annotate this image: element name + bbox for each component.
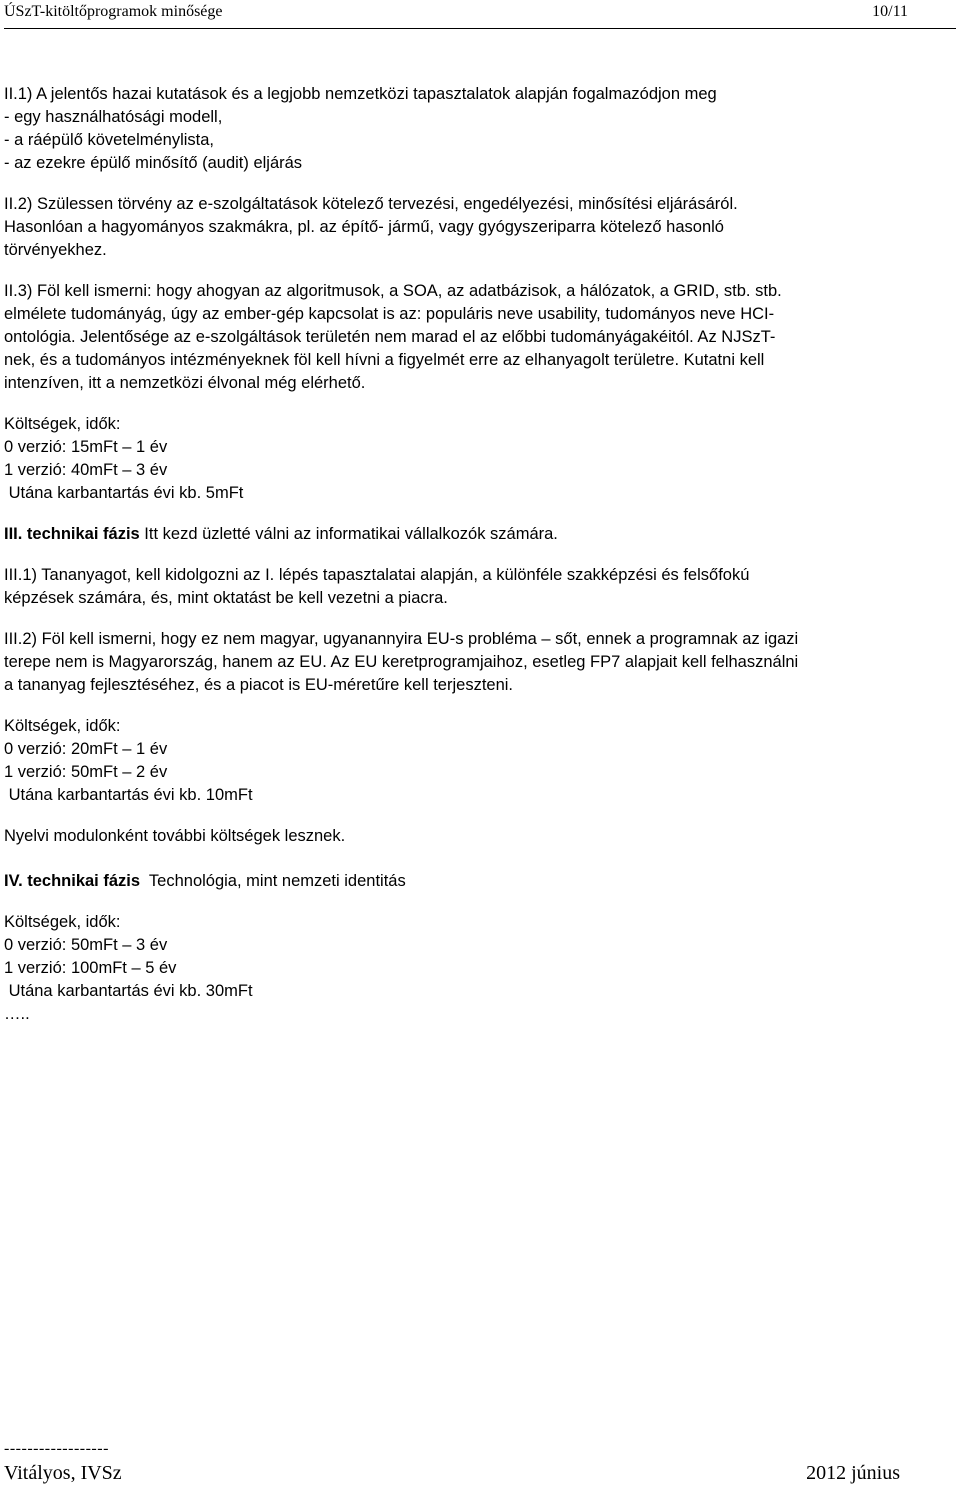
- text-line: - a ráépülő követelménylista,: [4, 131, 215, 149]
- page-number: 10/11: [872, 3, 908, 20]
- text-line: törvényekhez.: [4, 241, 107, 259]
- text-line: a tananyag fejlesztéséhez, és a piacot is EU-méretűre kell terjeszteni.: [4, 676, 514, 694]
- text-line: Hasonlóan a hagyományos szakmákra, pl. az építő- jármű, vagy gyógyszeriparra kötelező hasonló: [4, 218, 724, 236]
- footer-date: 2012 június: [806, 1462, 900, 1484]
- costs-block-3: [4, 911, 956, 1026]
- paragraph-ii3: [4, 280, 956, 395]
- text-line: terepe nem is Magyarország, hanem az EU. Az EU keretprogramjaihoz, esetleg FP7 alapjait kell felhasználni: [4, 653, 799, 671]
- text-line: Költségek, idők:: [4, 717, 121, 735]
- footer-author: Vitályos, IVSz: [4, 1462, 122, 1484]
- text-line: III.2) Föl kell ismerni, hogy ez nem magyar, ugyanannyira EU-s probléma – sőt, ennek a programnak az igazi: [4, 630, 799, 648]
- text-line: - az ezekre épülő minősítő (audit) eljárás: [4, 154, 303, 172]
- text-line: Utána karbantartás évi kb. 30mFt: [4, 982, 253, 1000]
- text-line: Utána karbantartás évi kb. 10mFt: [4, 786, 253, 804]
- text-line: II.2) Szülessen törvény az e-szolgáltatások kötelező tervezési, engedélyezési, minősítési eljárásáról.: [4, 195, 738, 213]
- page-header: [4, 0, 956, 29]
- costs-block-2: [4, 715, 956, 807]
- footer-separator: ------------------: [4, 1440, 109, 1457]
- paragraph-ii2: [4, 193, 956, 262]
- text-line: 1 verzió: 100mFt – 5 év: [4, 959, 177, 977]
- costs-block-1: [4, 413, 956, 505]
- text-line: 0 verzió: 20mFt – 1 év: [4, 740, 168, 758]
- phase-text: Technológia, mint nemzeti identitás: [140, 872, 415, 890]
- text-line: 0 verzió: 15mFt – 1 év: [4, 438, 168, 456]
- text-line: …..: [4, 1005, 30, 1023]
- text-line: Költségek, idők:: [4, 913, 121, 931]
- phase-text: Itt kezd üzletté válni az informatikai vállalkozók számára.: [139, 525, 558, 543]
- text-line: elmélete tudományág, úgy az ember-gép kapcsolat is az: populáris neve usability, tudományos neve HCI-: [4, 305, 775, 323]
- text-line: 1 verzió: 40mFt – 3 év: [4, 461, 168, 479]
- paragraph-iii1: [4, 564, 956, 610]
- phase-label: IV. technikai fázis: [4, 872, 141, 890]
- text-line: II.1) A jelentős hazai kutatások és a legjobb nemzetközi tapasztalatok alapján fogalmazódjon meg: [4, 85, 717, 103]
- text-line: képzések számára, és, mint oktatást be kell vezetni a piacra.: [4, 589, 448, 607]
- header-title: ÚSzT-kitöltőprogramok minősége: [4, 3, 223, 20]
- text-line: ontológia. Jelentősége az e-szolgáltások területén nem marad el az előbbi tudományágakéitól. Az NJSzT-: [4, 328, 776, 346]
- text-line: III.1) Tananyagot, kell kidolgozni az I. lépés tapasztalatai alapján, a különféle szakképzési és felsőfokú: [4, 566, 750, 584]
- phase-iv-heading: [4, 870, 956, 893]
- text-line: intenzíven, itt a nemzetközi élvonal még elérhető.: [4, 374, 366, 392]
- text-line: Utána karbantartás évi kb. 5mFt: [4, 484, 244, 502]
- phase-label: III. technikai fázis: [4, 525, 140, 543]
- phase-iii-heading: [4, 523, 956, 546]
- text-line: 0 verzió: 50mFt – 3 év: [4, 936, 168, 954]
- modules-note: Nyelvi modulonként további költségek lesznek.: [4, 827, 346, 845]
- document-body: [4, 83, 956, 1026]
- text-line: II.3) Föl kell ismerni: hogy ahogyan az algoritmusok, a SOA, az adatbázisok, a hálózatok, a GRID, stb. stb.: [4, 282, 782, 300]
- text-line: Költségek, idők:: [4, 415, 121, 433]
- text-line: nek, és a tudományos intézményeknek föl kell hívni a figyelmét erre az elhanyagolt területre. Kutatni kell: [4, 351, 765, 369]
- paragraph-ii1: [4, 83, 956, 175]
- text-line: 1 verzió: 50mFt – 2 év: [4, 763, 168, 781]
- paragraph-iii2: [4, 628, 956, 697]
- text-line: - egy használhatósági modell,: [4, 108, 223, 126]
